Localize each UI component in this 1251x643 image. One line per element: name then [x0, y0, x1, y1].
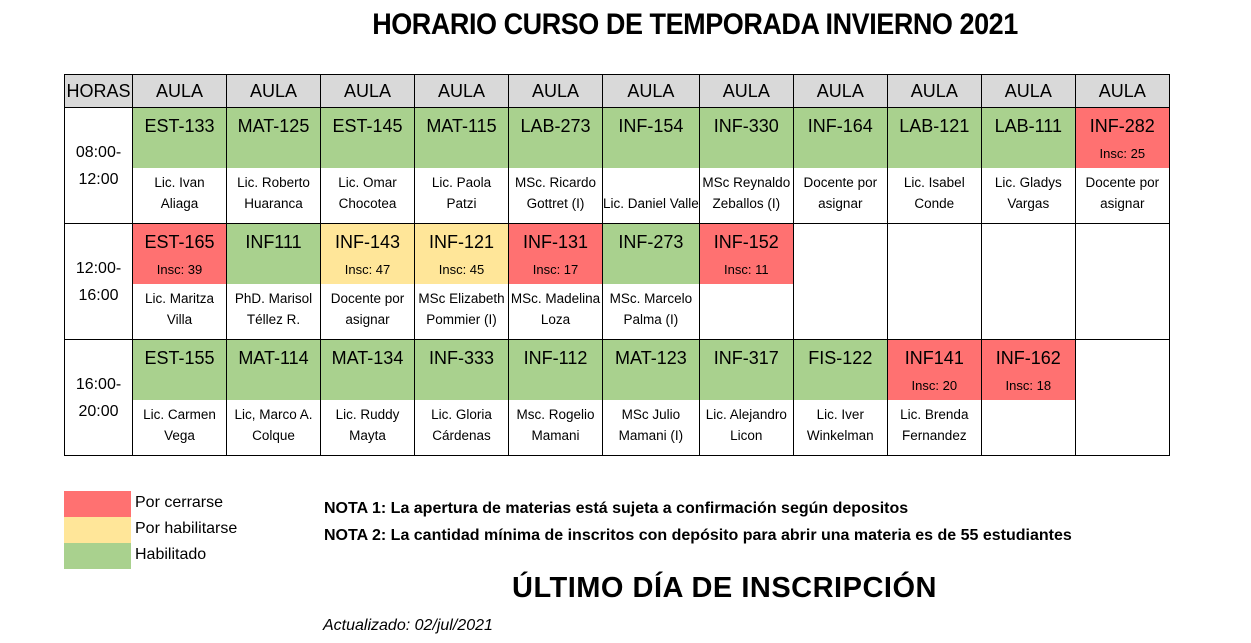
schedule-table: [64, 74, 1170, 456]
instructor: [415, 168, 508, 223]
instructor: [888, 400, 981, 455]
course-block: [603, 340, 699, 400]
instructor-line-1: Lic. Gloria: [431, 407, 492, 422]
course-code: MAT-115: [426, 116, 497, 136]
enrollment-count: Insc: 20: [911, 378, 958, 393]
instructor-line-1: Docente por: [330, 291, 405, 306]
course-code: FIS-122: [808, 348, 873, 368]
instructor: [982, 168, 1075, 223]
instructor-line-2: asignar: [818, 196, 863, 211]
instructor-line-1: Docente por: [1085, 175, 1160, 190]
course-cell: [1075, 108, 1169, 224]
course-cell: [981, 108, 1075, 224]
instructor: [603, 168, 699, 223]
course-block: [227, 340, 320, 400]
instructor-line-2: Chocotea: [338, 196, 397, 211]
course-code: INF-330: [713, 116, 779, 136]
instructor: [982, 400, 1075, 455]
time-slot-row: [65, 224, 1170, 340]
instructor-line-1: MSc Reynaldo: [702, 175, 791, 190]
course-block: [1076, 340, 1169, 400]
course-code: INF-273: [618, 232, 684, 252]
course-block: [321, 340, 414, 400]
course-block: [603, 108, 699, 168]
instructor: [321, 400, 414, 455]
last-day-heading: ÚLTIMO DÍA DE INSCRIPCIÓN: [512, 572, 937, 604]
instructor-line-2: Lic. Daniel Valle: [603, 196, 699, 211]
instructor-line-1: MSc. Ricardo: [514, 175, 597, 190]
course-code: EST-145: [332, 116, 403, 136]
header-aula: AULA: [981, 75, 1075, 108]
course-cell: [793, 340, 887, 456]
instructor: [794, 168, 887, 223]
time-end: 20:00: [78, 402, 119, 420]
course-block: [415, 340, 508, 400]
course-block: [321, 108, 414, 168]
course-block: [700, 340, 793, 400]
course-cell: [227, 340, 321, 456]
enrollment-count: Insc: 18: [1005, 378, 1052, 393]
instructor-line-1: MSc. Madelina: [510, 291, 601, 306]
course-block: [603, 224, 699, 284]
course-block: [888, 340, 981, 400]
instructor: [603, 284, 699, 339]
course-code: LAB-111: [994, 116, 1062, 136]
course-code: MAT-123: [615, 348, 687, 368]
legend-label: Por habilitarse: [135, 520, 238, 537]
header-row: [65, 75, 1170, 108]
course-code: MAT-134: [331, 348, 404, 368]
course-block: [415, 108, 508, 168]
course-block: [982, 224, 1075, 284]
time-cell: [65, 224, 133, 340]
course-cell: [509, 224, 603, 340]
instructor-line-1: Lic. Iver: [816, 407, 864, 422]
course-code: [794, 224, 887, 232]
instructor-line-2: Cárdenas: [432, 428, 491, 443]
course-code: INF-143: [334, 232, 401, 252]
course-block: [133, 224, 226, 284]
course-block: [888, 224, 981, 284]
instructor: [415, 400, 508, 455]
instructor-line-1: Msc. Rogelio: [516, 407, 595, 422]
header-aula: AULA: [793, 75, 887, 108]
time-slot-row: [65, 108, 1170, 224]
note-2: NOTA 2: La cantidad mínima de inscritos con depósito para abrir una materia es de 55 estudiantes: [324, 527, 1072, 544]
enrollment-count: Insc: 39: [156, 262, 203, 277]
instructor: [227, 400, 320, 455]
time-start: 12:00-: [75, 259, 122, 277]
note-1: NOTA 1: La apertura de materias está sujeta a confirmación según depositos: [324, 500, 909, 517]
course-block: [1076, 224, 1169, 284]
course-code: MAT-114: [238, 348, 309, 368]
enrollment-count: Insc: 17: [532, 262, 579, 277]
header-aula: AULA: [509, 75, 603, 108]
course-cell: [1075, 340, 1169, 456]
course-code: INF-333: [428, 348, 495, 368]
course-code: [1076, 224, 1169, 232]
header-aula: AULA: [133, 75, 227, 108]
instructor: [321, 168, 414, 223]
instructor-line-2: Mamani (I): [618, 428, 684, 443]
updated-date: Actualizado: 02/jul/2021: [323, 617, 493, 634]
course-code: EST-165: [144, 232, 215, 252]
course-block: [700, 108, 793, 168]
instructor: [700, 284, 793, 339]
course-block: [794, 224, 887, 284]
instructor-line-2: Fernandez: [902, 428, 967, 443]
header-aula: AULA: [603, 75, 700, 108]
instructor-line-1: [603, 172, 699, 193]
instructor: [227, 284, 320, 339]
instructor-line-2: Aliaga: [160, 196, 199, 211]
course-block: [509, 340, 602, 400]
instructor: [415, 284, 508, 339]
time-end: 16:00: [78, 286, 119, 304]
course-cell: [133, 340, 227, 456]
course-code: INF141: [904, 348, 964, 368]
instructor-line-1: Lic. Ruddy: [335, 407, 400, 422]
course-cell: [981, 340, 1075, 456]
instructor-line-2: Conde: [914, 196, 955, 211]
instructor-line-2: Winkelman: [806, 428, 874, 443]
instructor-line-1: Lic. Gladys: [994, 175, 1062, 190]
instructor: [603, 400, 699, 455]
course-code: [888, 224, 981, 232]
course-cell: [699, 108, 793, 224]
course-cell: [981, 224, 1075, 340]
course-cell: [603, 340, 700, 456]
course-cell: [227, 108, 321, 224]
instructor-line-1: MSc Elizabeth: [418, 291, 505, 306]
course-code: INF-121: [428, 232, 495, 252]
instructor-line-1: Docente por: [803, 175, 878, 190]
course-cell: [227, 224, 321, 340]
course-code: INF-164: [807, 116, 873, 136]
course-cell: [603, 224, 700, 340]
time-cell: [65, 108, 133, 224]
instructor-line-1: Lic. Omar: [338, 175, 397, 190]
instructor: [321, 284, 414, 339]
time-end: 12:00: [78, 170, 119, 188]
instructor: [982, 284, 1075, 339]
instructor: [509, 168, 602, 223]
course-cell: [793, 108, 887, 224]
instructor: [509, 284, 602, 339]
instructor-line-1: Lic. Brenda: [900, 407, 969, 422]
course-code: INF-282: [1089, 116, 1155, 136]
course-code: INF-154: [618, 116, 684, 136]
course-code: INF-131: [522, 232, 589, 252]
course-block: [700, 224, 793, 284]
instructor: [794, 400, 887, 455]
course-block: [133, 108, 226, 168]
instructor: [888, 284, 981, 339]
course-cell: [415, 340, 509, 456]
legend-swatch: [64, 491, 131, 517]
instructor-line-2: asignar: [1100, 196, 1145, 211]
instructor: [888, 168, 981, 223]
course-code: [982, 224, 1075, 232]
instructor-line-2: Pommier (I): [426, 312, 497, 327]
time-cell: [65, 340, 133, 456]
instructor-line-2: Huaranca: [244, 196, 303, 211]
course-block: [982, 108, 1075, 168]
instructor: [1076, 284, 1169, 339]
course-cell: [415, 108, 509, 224]
course-cell: [699, 340, 793, 456]
course-cell: [509, 108, 603, 224]
legend-swatch: [64, 517, 131, 543]
instructor: [1076, 168, 1169, 223]
instructor: [133, 168, 226, 223]
instructor-line-1: Lic. Maritza: [144, 291, 215, 306]
course-cell: [321, 224, 415, 340]
instructor: [1076, 400, 1169, 455]
enrollment-count: Insc: 47: [344, 262, 391, 277]
header-aula: AULA: [227, 75, 321, 108]
instructor-line-2: Gottret (I): [526, 196, 585, 211]
instructor-line-2: Loza: [540, 312, 571, 327]
notes: [324, 495, 1072, 549]
instructor-line-2: Mamani: [531, 428, 580, 443]
course-cell: [133, 224, 227, 340]
instructor-line-1: Lic. Alejandro: [705, 407, 787, 422]
instructor: [133, 284, 226, 339]
course-block: [415, 224, 508, 284]
course-block: [321, 224, 414, 284]
instructor-line-1: Lic. Carmen: [143, 407, 216, 422]
instructor: [509, 400, 602, 455]
course-code: INF-152: [713, 232, 779, 252]
course-block: [794, 340, 887, 400]
time-start: 08:00-: [75, 143, 122, 161]
instructor-line-2: Zeballos (I): [712, 196, 781, 211]
course-code: INF-112: [523, 348, 588, 368]
course-block: [982, 340, 1075, 400]
course-cell: [415, 224, 509, 340]
instructor-line-2: asignar: [345, 312, 390, 327]
enrollment-count: Insc: 11: [724, 262, 769, 277]
page-title: HORARIO CURSO DE TEMPORADA INVIERNO 2021: [372, 8, 1018, 41]
instructor-line-1: Lic, Marco A.: [234, 407, 313, 422]
course-cell: [321, 108, 415, 224]
course-cell: [321, 340, 415, 456]
course-cell: [887, 340, 981, 456]
instructor: [700, 400, 793, 455]
course-code: LAB-121: [899, 116, 970, 136]
course-code: EST-133: [144, 116, 215, 136]
course-code: [1076, 340, 1169, 348]
course-block: [794, 108, 887, 168]
instructor-line-1: Lic. Paola: [431, 175, 492, 190]
instructor: [133, 400, 226, 455]
instructor-line-2: Villa: [166, 312, 193, 327]
instructor-line-2: Téllez R.: [246, 312, 301, 327]
instructor: [700, 168, 793, 223]
instructor: [227, 168, 320, 223]
enrollment-count: Insc: 25: [1099, 146, 1146, 161]
legend-swatch: [64, 543, 131, 569]
course-block: [227, 224, 320, 284]
instructor-line-1: Lic. Ivan: [154, 175, 205, 190]
course-code: LAB-273: [520, 116, 591, 136]
header-aula: AULA: [321, 75, 415, 108]
instructor-line-2: Licon: [730, 428, 763, 443]
course-cell: [887, 224, 981, 340]
instructor-line-1: PhD. Marisol: [234, 291, 313, 306]
time-start: 16:00-: [75, 375, 122, 393]
instructor-line-2: Patzi: [446, 196, 477, 211]
legend-label: Habilitado: [135, 546, 207, 563]
legend-label: Por cerrarse: [135, 494, 224, 511]
course-block: [509, 108, 602, 168]
course-block: [1076, 108, 1169, 168]
course-code: MAT-125: [237, 116, 310, 136]
course-block: [509, 224, 602, 284]
course-code: INF111: [245, 232, 302, 252]
instructor-line-2: Vega: [164, 428, 195, 443]
course-cell: [509, 340, 603, 456]
instructor-line-1: Lic. Isabel: [903, 175, 965, 190]
course-cell: [699, 224, 793, 340]
header-aula: AULA: [1075, 75, 1169, 108]
course-cell: [133, 108, 227, 224]
course-code: INF-162: [995, 348, 1061, 368]
instructor-line-1: MSc Julio: [621, 407, 681, 422]
instructor-line-2: Vargas: [1007, 196, 1050, 211]
course-cell: [1075, 224, 1169, 340]
instructor-line-2: Palma (I): [623, 312, 679, 327]
instructor: [794, 284, 887, 339]
course-code: INF-317: [713, 348, 779, 368]
course-cell: [887, 108, 981, 224]
instructor-line-2: Mayta: [349, 428, 386, 443]
course-block: [227, 108, 320, 168]
instructor-line-1: MSc. Marcelo: [609, 291, 693, 306]
instructor-line-1: Lic. Roberto: [237, 175, 310, 190]
course-block: [133, 340, 226, 400]
header-horas: HORAS: [65, 75, 133, 108]
course-code: EST-155: [144, 348, 215, 368]
course-cell: [793, 224, 887, 340]
time-slot-row: [65, 340, 1170, 456]
header-aula: AULA: [887, 75, 981, 108]
enrollment-count: Insc: 45: [438, 262, 485, 277]
header-aula: AULA: [415, 75, 509, 108]
course-cell: [603, 108, 700, 224]
header-aula: AULA: [699, 75, 793, 108]
course-block: [888, 108, 981, 168]
instructor-line-2: Colque: [252, 428, 295, 443]
